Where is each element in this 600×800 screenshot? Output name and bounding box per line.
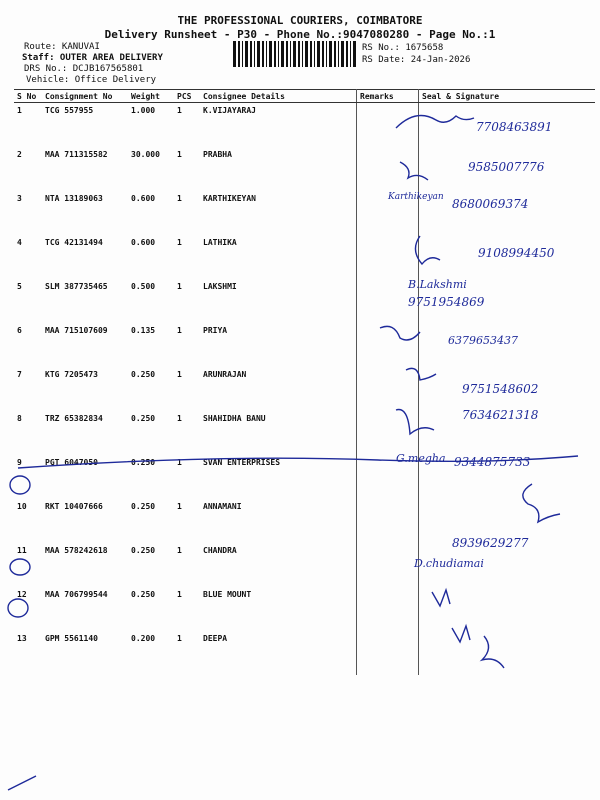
staff-info: Staff: OUTER AREA DELIVERY [22,53,163,63]
row-consignment: MAA 715107609 [45,326,108,335]
row-consignee: PRABHA [200,147,357,191]
handwritten-phone-3: 8680069374 [452,197,529,211]
table-row [14,279,595,323]
col-pcs: PCS [174,90,200,103]
row-sno: 4 [17,238,22,247]
row-weight: 0.200 [131,634,156,643]
row-consignment: TRZ 65382834 [45,414,103,423]
row-sno: 6 [17,326,22,335]
row-sno: 9 [17,458,22,467]
row-remarks [357,587,419,631]
row-consignee: ARUNRAJAN [200,367,357,411]
col-remarks: Remarks [357,90,419,103]
row-consignee: PRIYA [200,323,357,367]
row-consignee: SHAHIDHA BANU [200,411,357,455]
row-weight: 0.600 [131,194,156,203]
row-remarks [357,631,419,675]
row-consignment: TCG 42131494 [45,238,103,247]
vehicle-info: Vehicle: Office Delivery [26,75,157,85]
drs-number: DRS No.: DCJB167565801 [24,64,144,74]
col-signature: Seal & Signature [419,90,596,103]
barcode-image [233,41,358,67]
handwritten-phone-1: 7708463891 [476,120,553,134]
row-consignee: KARTHIKEYAN [200,191,357,235]
row-weight: 0.250 [131,370,156,379]
row-remarks [357,499,419,543]
row-consignee: ANNAMANI [200,499,357,543]
row-pcs: 1 [177,502,182,511]
table-row [14,587,595,631]
barcode-bar [278,41,279,67]
barcode-bar [298,41,300,67]
route-info: Route: KANUVAI [24,42,100,52]
row-consignment: NTA 13189063 [45,194,103,203]
barcode-bar [346,41,348,67]
row-weight: 0.250 [131,590,156,599]
row-sno: 12 [17,590,27,599]
barcode-bar [262,41,264,67]
row-remarks [357,323,419,367]
handwritten-phone-5: 9751954869 [408,295,485,309]
handwritten-phone-4: 9108994450 [478,246,555,260]
col-sno: S No [14,90,42,103]
row-weight: 0.250 [131,458,156,467]
barcode-bar [274,41,276,67]
row-consignment: TCG 557955 [45,106,94,115]
barcode-bar [254,41,255,67]
barcode-bar [305,41,308,67]
row-sno: 13 [17,634,27,643]
row-consignee: SVAN ENTERPRISES [200,455,357,499]
rs-date: RS Date: 24-Jan-2026 [362,55,471,65]
barcode-bar [233,41,236,67]
barcode-bar [302,41,303,67]
row-weight: 0.250 [131,414,156,423]
barcode-bar [281,41,284,67]
barcode-bar [269,41,272,67]
barcode-bar [257,41,260,67]
barcode-bar [245,41,248,67]
barcode-bar [317,41,320,67]
row-remarks [357,411,419,455]
barcode-bar [326,41,327,67]
table-row [14,631,595,675]
row-consignment: PGT 6047050 [45,458,98,467]
barcode-bar [290,41,291,67]
row-consignment: MAA 711315582 [45,150,108,159]
row-pcs: 1 [177,194,182,203]
row-sno: 3 [17,194,22,203]
barcode-bar [250,41,252,67]
row-remarks [357,103,419,148]
row-consignee: LAKSHMI [200,279,357,323]
row-pcs: 1 [177,150,182,159]
barcode-bar [341,41,344,67]
row-sno: 2 [17,150,22,159]
row-sno: 5 [17,282,22,291]
row-weight: 0.135 [131,326,156,335]
row-weight: 1.000 [131,106,156,115]
rs-number: RS No.: 1675658 [362,43,444,53]
row-pcs: 1 [177,326,182,335]
row-sno: 11 [17,546,27,555]
runsheet-subtitle: Delivery Runsheet - P30 - Phone No.:9047080280 - Page No.:1 [104,28,496,41]
row-consignee: DEEPA [200,631,357,675]
handwritten-name-5: B.Lakshmi [408,278,467,291]
row-pcs: 1 [177,590,182,599]
table-header-row [14,90,595,103]
barcode-bar [238,41,240,67]
row-weight: 0.600 [131,238,156,247]
row-consignment: SLM 387735465 [45,282,108,291]
row-pcs: 1 [177,634,182,643]
col-weight: Weight [128,90,174,103]
row-sno: 1 [17,106,22,115]
row-remarks [357,543,419,587]
barcode-bar [338,41,339,67]
col-consignment: Consignment No [42,90,128,103]
handwritten-name-9: G.megha [396,452,446,465]
row-weight: 0.250 [131,502,156,511]
row-pcs: 1 [177,370,182,379]
row-weight: 0.500 [131,282,156,291]
row-consignment: GPM 5561140 [45,634,98,643]
barcode-bar [353,41,356,67]
company-title: THE PROFESSIONAL COURIERS, COIMBATORE [177,14,423,27]
row-consignment: RKT 10407666 [45,502,103,511]
row-consignee: LATHIKA [200,235,357,279]
row-remarks [357,147,419,191]
handwritten-phone-11: 8939629277 [452,536,529,550]
row-pcs: 1 [177,282,182,291]
tick-mark [8,776,36,790]
row-weight: 30.000 [131,150,160,159]
row-sno: 10 [17,502,27,511]
row-consignment: MAA 578242618 [45,546,108,555]
row-sno: 8 [17,414,22,423]
row-remarks [357,367,419,411]
handwritten-phone-2: 9585007776 [468,160,545,174]
barcode-bar [242,41,243,67]
row-signature [419,587,596,631]
col-details: Consignee Details [200,90,357,103]
barcode-bar [266,41,267,67]
row-pcs: 1 [177,106,182,115]
row-pcs: 1 [177,414,182,423]
handwritten-phone-7: 9751548602 [462,382,539,396]
barcode-bar [310,41,312,67]
row-weight: 0.250 [131,546,156,555]
row-pcs: 1 [177,546,182,555]
handwritten-name-3: Karthikeyan [388,192,444,202]
row-remarks [357,235,419,279]
barcode-bar [329,41,332,67]
barcode-bar [334,41,336,67]
row-consignee: CHANDRA [200,543,357,587]
row-consignee: BLUE MOUNT [200,587,357,631]
handwritten-phone-6: 6379653437 [448,334,518,347]
barcode-bar [286,41,288,67]
row-pcs: 1 [177,238,182,247]
barcode-bar [322,41,324,67]
row-consignee: K.VIJAYARAJ [200,103,357,148]
handwritten-phone-8: 7634621318 [462,408,539,422]
row-pcs: 1 [177,458,182,467]
row-sno: 7 [17,370,22,379]
barcode-bar [293,41,296,67]
barcode-bar [350,41,351,67]
barcode-bar [314,41,315,67]
row-consignment: KTG 7205473 [45,370,98,379]
row-signature [419,631,596,675]
row-consignment: MAA 706799544 [45,590,108,599]
handwritten-name-12: D.chudiamai [414,557,484,570]
handwritten-phone-9: 9344875733 [454,455,531,469]
